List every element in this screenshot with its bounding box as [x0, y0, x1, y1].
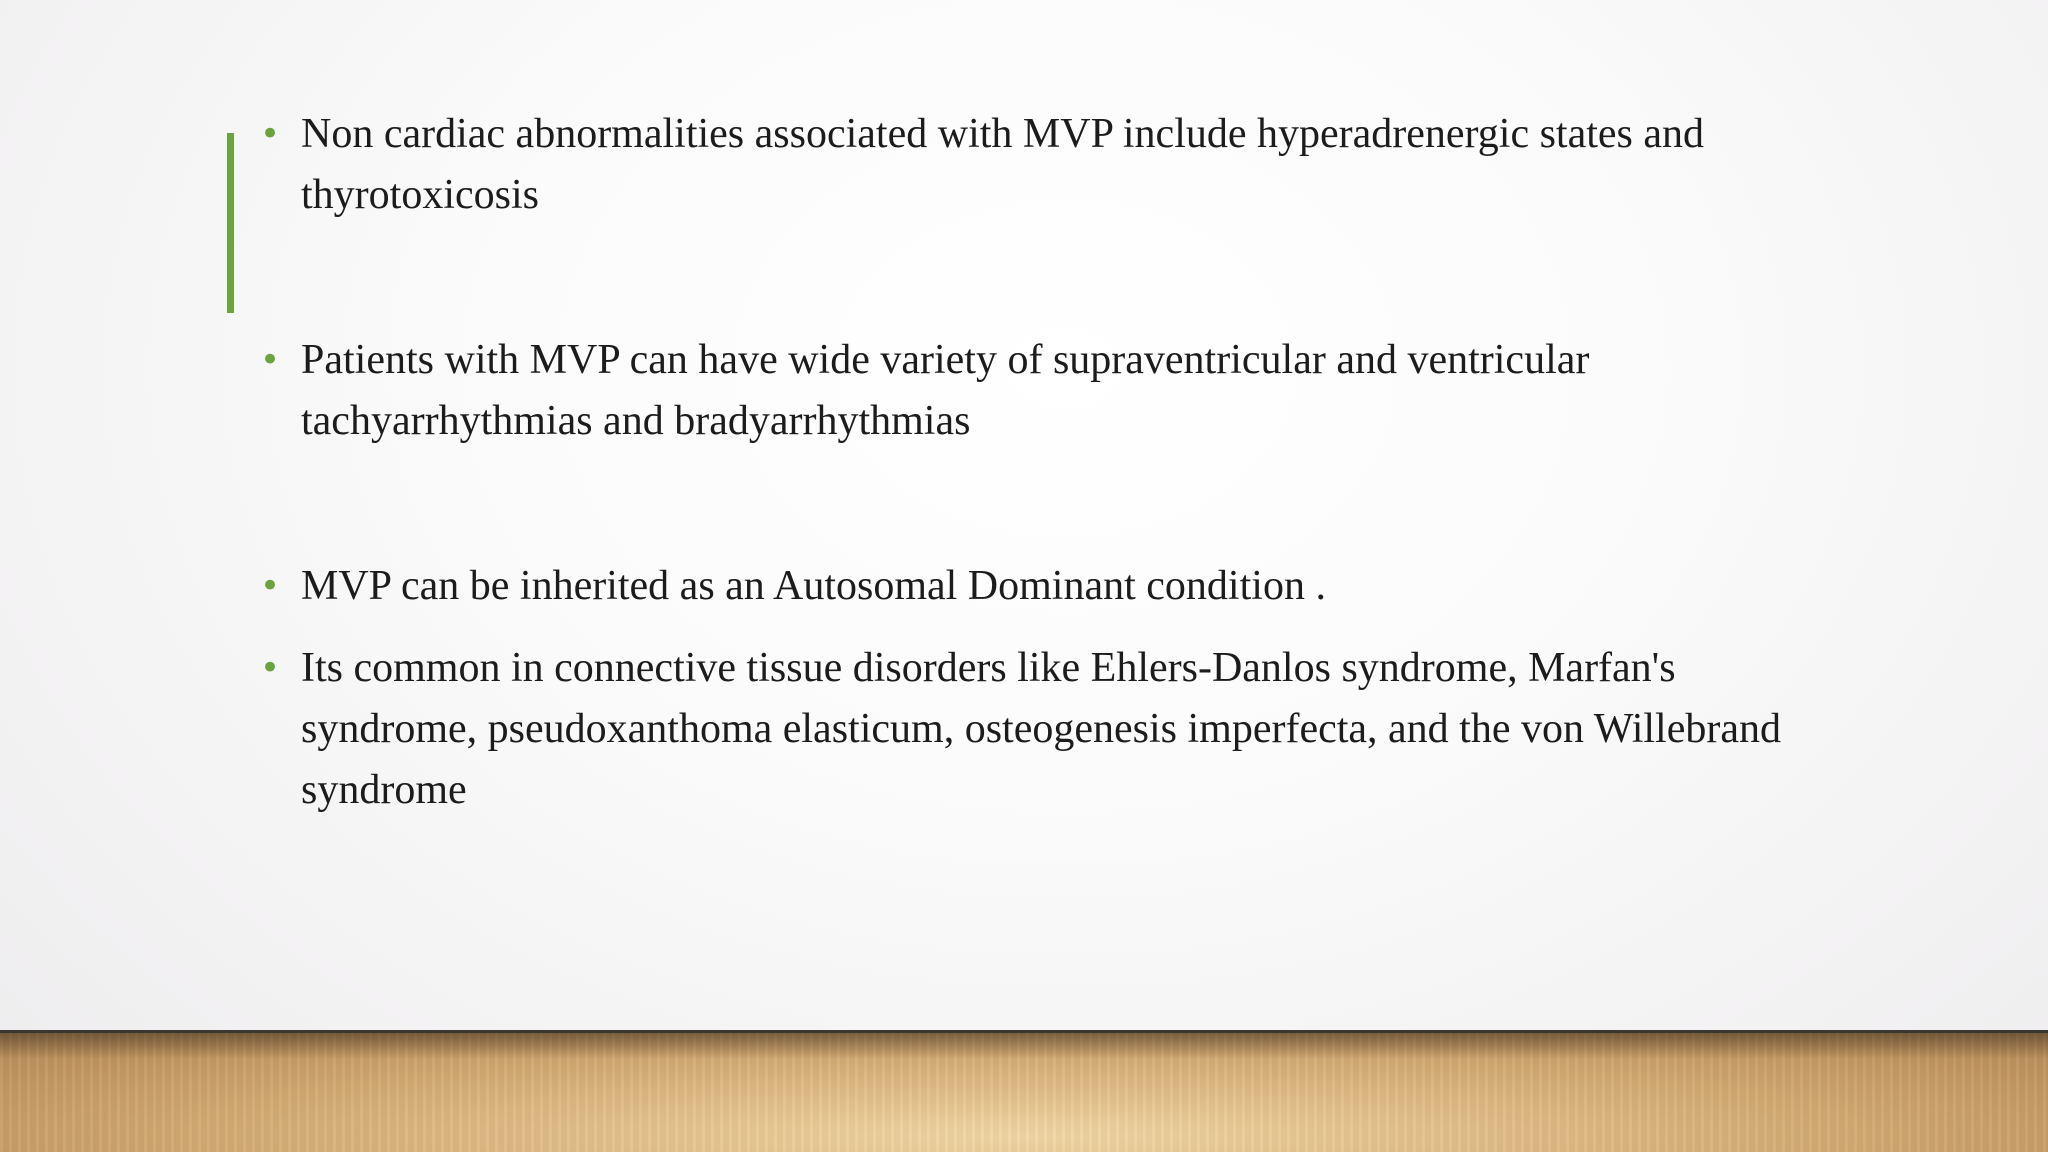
bullet-text: Patients with MVP can have wide variety of supraventricular and ventricular tachyarrhythmias and bradyarrhythmias — [301, 337, 1590, 444]
bullet-text: MVP can be inherited as an Autosomal Dominant condition . — [301, 563, 1326, 609]
bullet-item — [260, 638, 1820, 821]
bullet-item — [260, 104, 1820, 226]
bullet-dot-icon: • — [260, 648, 281, 688]
wood-floor — [0, 1030, 2048, 1152]
bullet-item — [260, 330, 1820, 452]
accent-bar — [227, 133, 234, 313]
bullet-text: Non cardiac abnormalities associated with MVP include hyperadrenergic states and thyrotoxicosis — [301, 111, 1705, 218]
bullet-list — [260, 104, 1820, 821]
bullet-item — [260, 556, 1820, 617]
bullet-dot-icon: • — [260, 114, 281, 154]
bullet-dot-icon: • — [260, 566, 281, 606]
bullet-dot-icon: • — [260, 340, 281, 380]
bullet-text: Its common in connective tissue disorders like Ehlers-Danlos syndrome, Marfan's syndrome, pseudoxanthoma elasticum, osteogenesis imperfecta, and the von Willebrand syndrome — [301, 645, 1781, 813]
floor-shadow — [0, 1033, 2048, 1059]
